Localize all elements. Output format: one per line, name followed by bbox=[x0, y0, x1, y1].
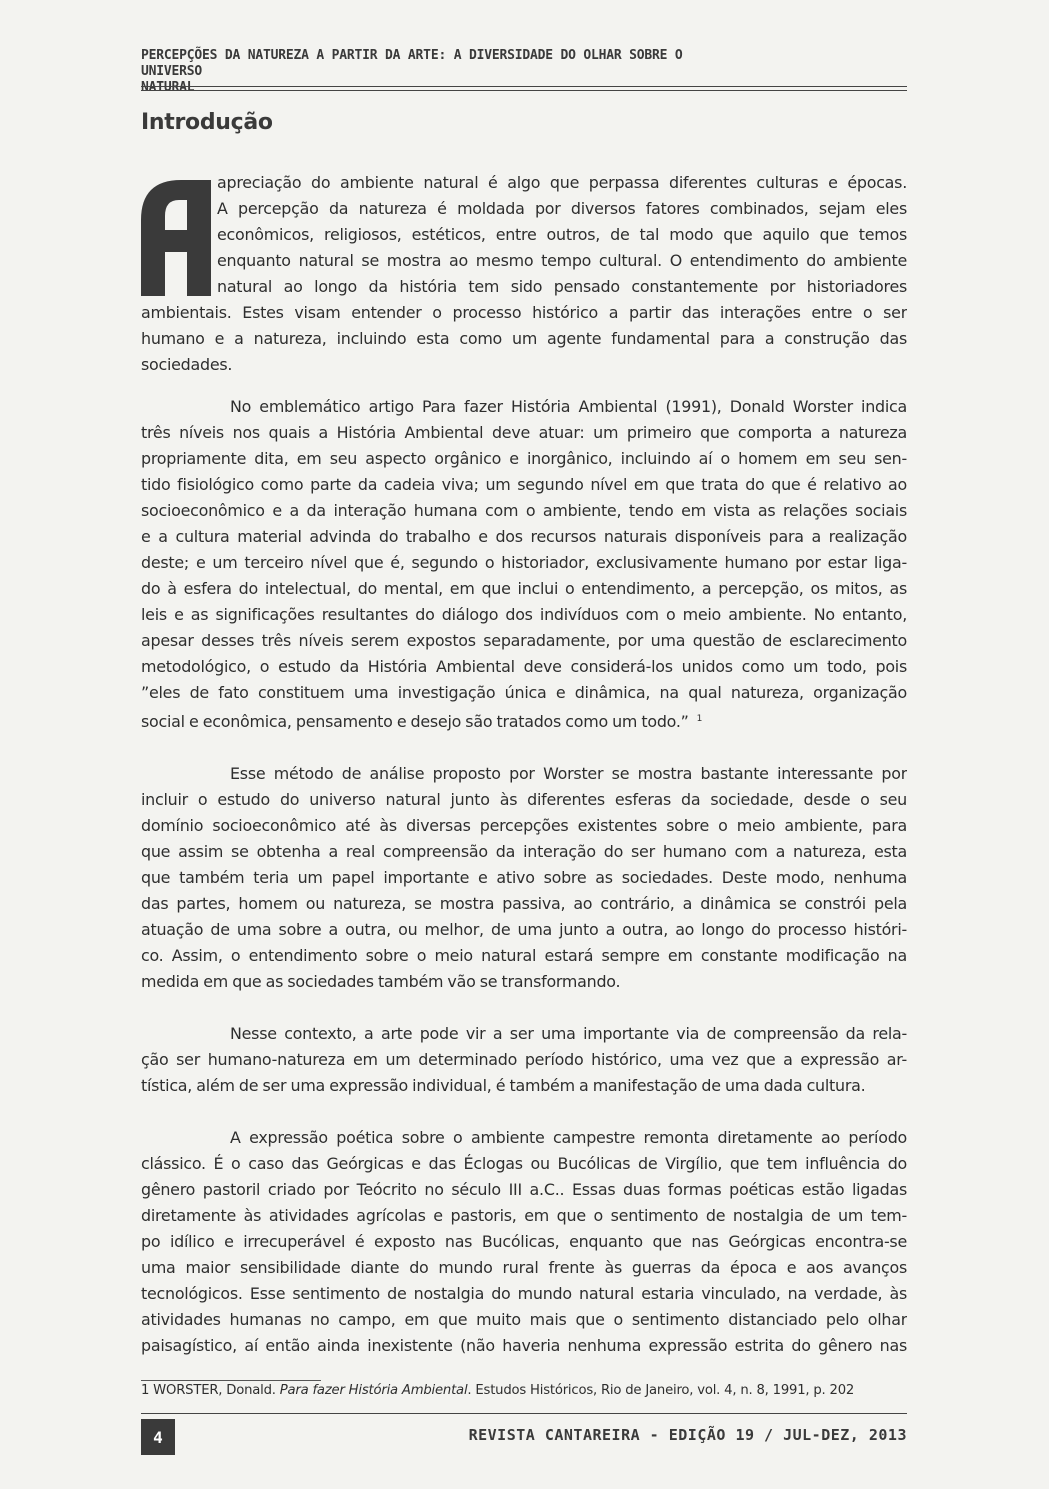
paragraph-4 bbox=[141, 1021, 907, 1099]
text-line: tido fisiológico como parte da cadeia viva; um segundo nível em que trata do que é relativo ao bbox=[141, 475, 907, 494]
text-line: humano e a natureza, incluindo esta como um agente fundamental para a construção das bbox=[141, 329, 907, 348]
footnote bbox=[141, 1383, 907, 1398]
text-line: leis e as significações resultantes do diálogo dos indivíduos com o meio ambiente. No entanto, bbox=[141, 605, 907, 624]
footnote-title: Para fazer História Ambiental bbox=[279, 1383, 468, 1398]
footnote-marker: 1 bbox=[696, 714, 703, 724]
running-head-line-2: NATURAL bbox=[141, 80, 195, 95]
text-line: co. Assim, o entendimento sobre o meio natural estará sempre em constante modificação na bbox=[141, 946, 907, 965]
footer-rule bbox=[141, 1413, 907, 1414]
text-line: incluir o estudo do universo natural junto às diferentes esferas da sociedade, desde o seu bbox=[141, 790, 907, 809]
text-line: três níveis nos quais a História Ambiental deve atuar: um primeiro que comporta a natureza bbox=[141, 423, 907, 442]
text-line: ambientais. Estes visam entender o processo histórico a partir das interações entre o ser bbox=[141, 303, 907, 322]
running-head-line-1: PERCEPÇÕES DA NATUREZA A PARTIR DA ARTE: A DIVERSIDADE DO OLHAR SOBRE O UNIVERSO bbox=[141, 48, 683, 79]
text-line: que assim se obtenha a real compreensão da interação do ser humano com a natureza, esta bbox=[141, 842, 907, 861]
text-line: atuação de uma sobre a outra, ou melhor, de uma junto a outra, ao longo do processo históri- bbox=[141, 920, 907, 939]
text-line: No emblemático artigo Para fazer História Ambiental (1991), Donald Worster indica bbox=[230, 397, 907, 416]
header-rule-top bbox=[141, 86, 907, 87]
text-line: ção ser humano-natureza em um determinado período histórico, uma vez que a expressão ar- bbox=[141, 1050, 907, 1069]
text-line: medida em que as sociedades também vão se transformando. bbox=[141, 972, 621, 991]
text-line: enquanto natural se mostra ao mesmo tempo cultural. O entendimento do ambiente bbox=[217, 251, 907, 270]
text-line: do à esfera do intelectual, do mental, em que inclui o entendimento, a percepção, os mitos, as bbox=[141, 579, 907, 598]
text-line: po idílico e irrecuperável é exposto nas Bucólicas, enquanto que nas Geórgicas encontra-se bbox=[141, 1232, 907, 1251]
text-line: atividades humanas no campo, em que muito mais que o sentimento distanciado pelo olhar bbox=[141, 1310, 907, 1329]
text-line: econômicos, religiosos, estéticos, entre outros, de tal modo que aquilo que temos bbox=[217, 225, 907, 244]
page-number: 4 bbox=[141, 1419, 175, 1455]
header-rule-bottom bbox=[141, 90, 907, 91]
text-line: metodológico, o estudo da História Ambiental deve considerá-los unidos como um todo, pois bbox=[141, 657, 907, 676]
text-line: e a cultura material advinda do trabalho e dos recursos naturais disponíveis para a realização bbox=[141, 527, 907, 546]
text-line: das partes, homem ou natureza, se mostra passiva, ao contrário, a dinâmica se constrói pela bbox=[141, 894, 907, 913]
text-line: A expressão poética sobre o ambiente campestre remonta diretamente ao período bbox=[230, 1128, 907, 1147]
running-head bbox=[141, 48, 741, 96]
text-line: A percepção da natureza é moldada por diversos fatores combinados, sejam eles bbox=[217, 199, 907, 218]
text-line: gênero pastoril criado por Teócrito no século III a.C.. Essas duas formas poéticas estão ligadas bbox=[141, 1180, 907, 1199]
footnote-rest: . Estudos Históricos, Rio de Janeiro, vol. 4, n. 8, 1991, p. 202 bbox=[467, 1383, 855, 1398]
text-line: paisagístico, aí então ainda inexistente (não haveria nenhuma expressão estrita do gênero nas bbox=[141, 1336, 907, 1355]
text-line: Nesse contexto, a arte pode vir a ser uma importante via de compreensão da rela- bbox=[230, 1024, 907, 1043]
paragraph-1 bbox=[141, 170, 907, 378]
footnote-rule bbox=[141, 1380, 321, 1381]
text-line: domínio socioeconômico até às diversas percepções existentes sobre o meio ambiente, para bbox=[141, 816, 907, 835]
text-line: tística, além de ser uma expressão individual, é também a manifestação de uma dada cultura. bbox=[141, 1076, 866, 1095]
text-line: diretamente às atividades agrícolas e pastoris, em que o sentimento de nostalgia de um tem- bbox=[141, 1206, 907, 1225]
text-line: propriamente dita, em seu aspecto orgânico e inorgânico, incluindo aí o homem em seu sen- bbox=[141, 449, 907, 468]
text-line: sociedades. bbox=[141, 355, 233, 374]
text-line: deste; e um terceiro nível que é, segundo o historiador, exclusivamente humano por estar liga- bbox=[141, 553, 907, 572]
text-line: Esse método de análise proposto por Worster se mostra bastante interessante por bbox=[230, 764, 907, 783]
text-line: social e econômica, pensamento e desejo são tratados como um todo.” $^1$ bbox=[141, 712, 703, 731]
text-line: socioeconômico e a da interação humana com o ambiente, tendo em vista as relações sociais bbox=[141, 501, 907, 520]
text-line: que também teria um papel importante e ativo sobre as sociedades. Deste modo, nenhuma bbox=[141, 868, 907, 887]
text-line: uma maior sensibilidade diante do mundo rural frente às guerras da época e aos avanços bbox=[141, 1258, 907, 1277]
paragraph-5 bbox=[141, 1125, 907, 1359]
section-title: Introdução bbox=[141, 110, 273, 135]
text-line: natural ao longo da história tem sido pensado constantemente por historiadores bbox=[217, 277, 907, 296]
text-line: ”eles de fato constituem uma investigação única e dinâmica, na qual natureza, organização bbox=[141, 683, 907, 702]
text-line: apesar desses três níveis serem expostos separadamente, por uma questão de esclarecimento bbox=[141, 631, 907, 650]
footnote-prefix: 1 WORSTER, Donald. bbox=[141, 1383, 280, 1398]
paragraph-3 bbox=[141, 761, 907, 995]
text-line: apreciação do ambiente natural é algo que perpassa diferentes culturas e épocas. bbox=[217, 173, 907, 192]
journal-footer: REVISTA CANTAREIRA - EDIÇÃO 19 / JUL-DEZ, 2013 bbox=[468, 1426, 907, 1444]
text-line: clássico. É o caso das Geórgicas e das Éclogas ou Bucólicas de Virgílio, que tem influência do bbox=[141, 1154, 907, 1173]
text-line: tecnológicos. Esse sentimento de nostalgia do mundo natural estaria vinculado, na verdade, às bbox=[141, 1284, 907, 1303]
paragraph-2 bbox=[141, 394, 907, 732]
